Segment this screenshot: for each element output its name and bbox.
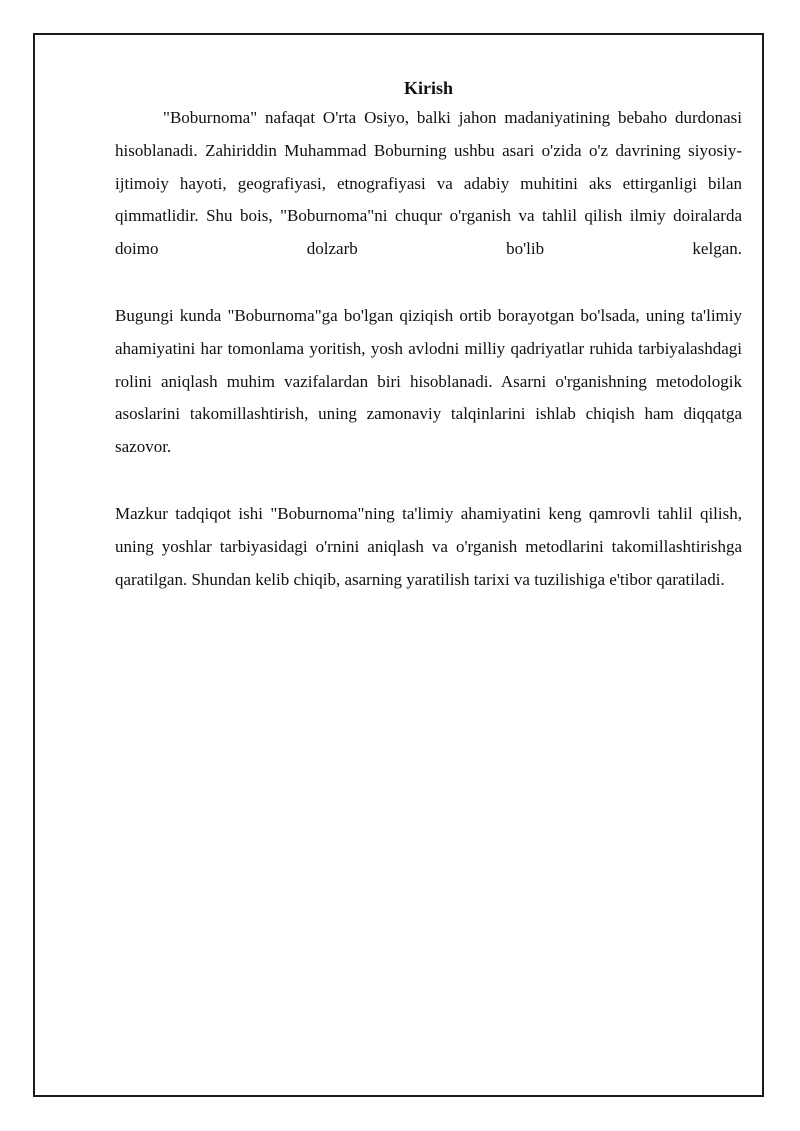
paragraph-spacer — [115, 464, 742, 498]
paragraph-spacer — [115, 266, 742, 300]
paragraph-intro: "Boburnoma" nafaqat O'rta Osiyo, balki jahon madaniyatining bebaho durdonasi hisoblanadi. Zahiriddin Muhammad Boburning ushbu asari o'zida o'z davrining siyosiy-ijtimoiy hayoti, geografiyasi, etnografiyasi va adabiy muhitini aks ettirganligi bilan qimmatlidir. Shu bois, "Boburnoma"ni chuqur o'rganish va tahlil qilish ilmiy doiralarda doimo dolzarb bo'lib kelgan. — [115, 108, 742, 259]
paragraph-relevance: Bugungi kunda "Boburnoma"ga bo'lgan qiziqish ortib borayotgan bo'lsada, uning ta'limiy ahamiyatini har tomonlama yoritish, yosh avlodni milliy qadriyatlar ruhida tarbiyalashdagi rolini aniqlash muhim vazifalardan biri hisoblanadi. Asarni o'rganishning metodologik asoslarini takomillashtirish, uning zamonaviy talqinlarini ishlab chiqish ham diqqatga sazovor. — [115, 305, 742, 457]
paragraph-aim: Mazkur tadqiqot ishi "Boburnoma"ning ta'limiy ahamiyatini keng qamrovli tahlil qilish, uning yoshlar tarbiyasidagi o'rnini aniqlash va o'rganish metodlarini takomillashtirishga qaratilgan. Shundan kelib chiqib, asarning yaratilish tarixi va tuzilishiga e'tibor qaratiladi. — [115, 503, 742, 589]
section-title: Kirish — [403, 78, 453, 98]
document-body — [115, 74, 742, 596]
